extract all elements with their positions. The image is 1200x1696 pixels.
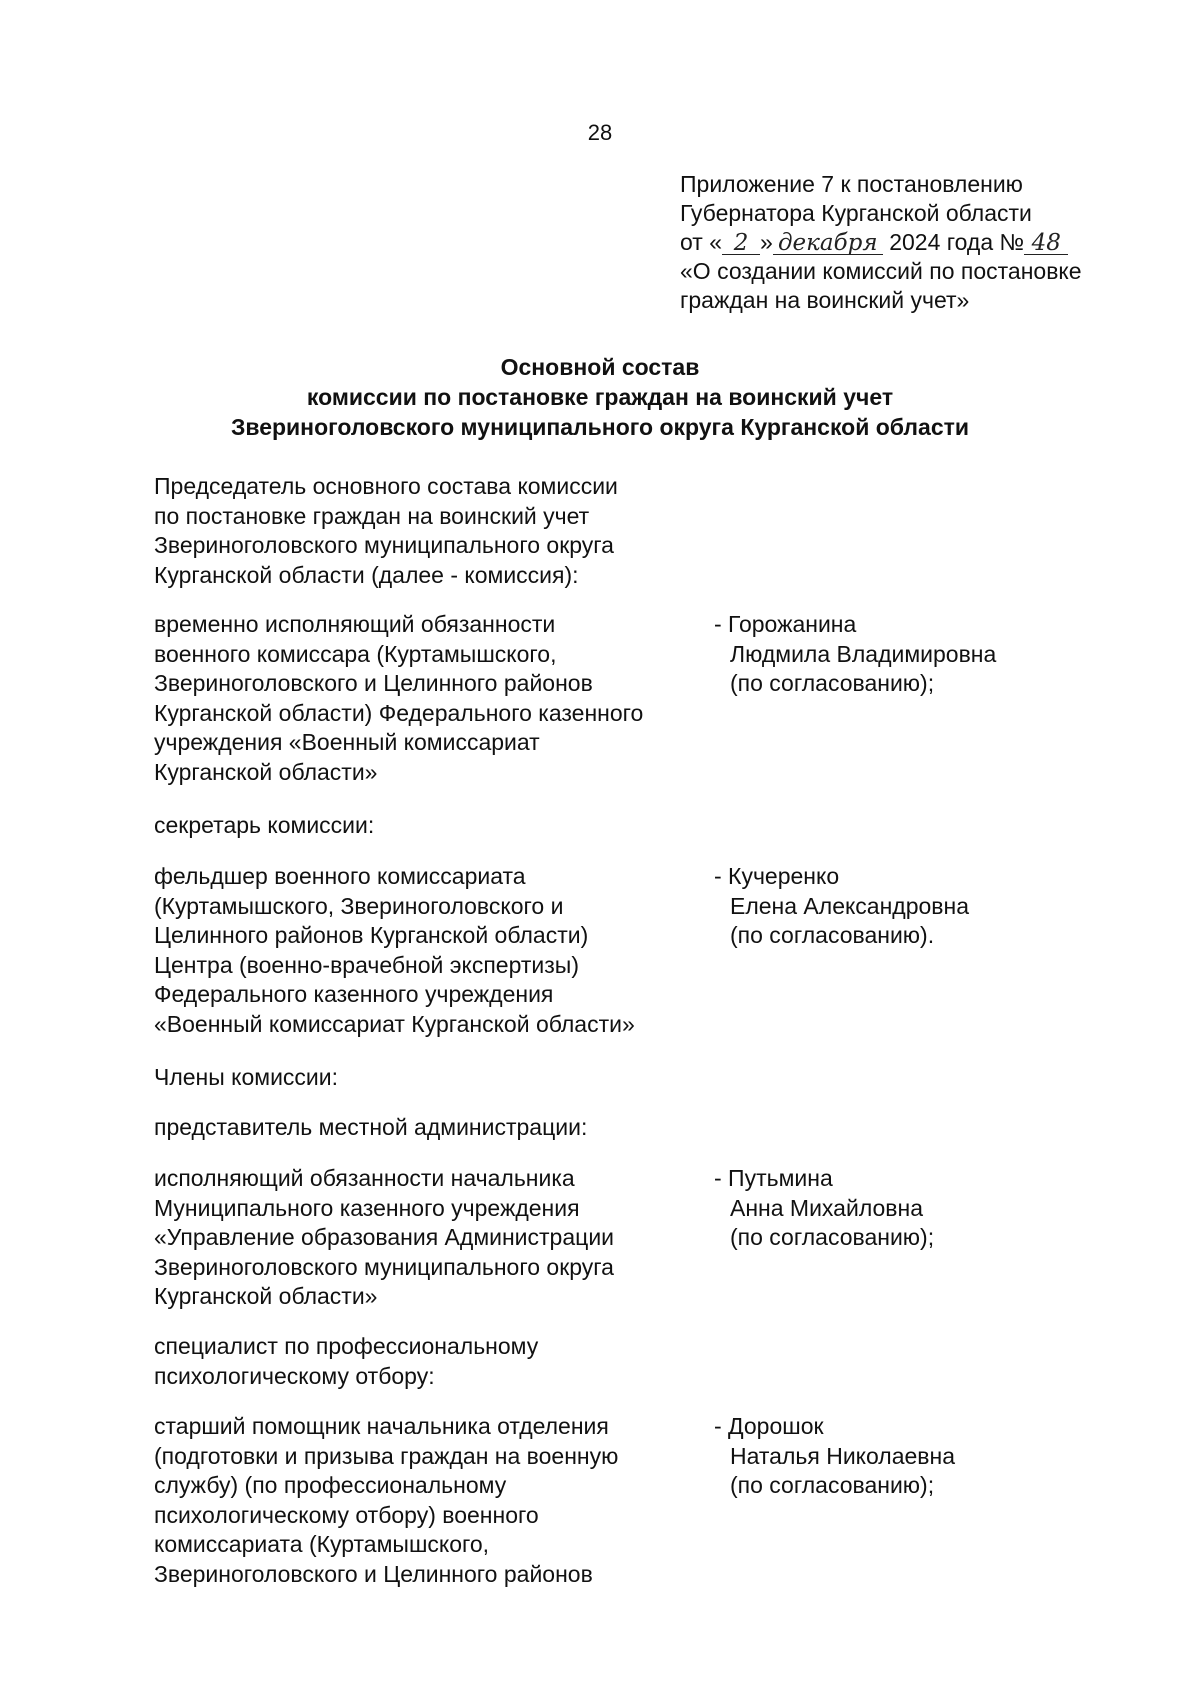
title-line-3: Звериноголовского муниципального округа Курганской области: [230, 414, 970, 440]
date-mid: »: [760, 229, 773, 255]
text-line: Курганской области) Федерального казенного: [154, 699, 644, 726]
appendix-line-1: Приложение 7 к постановлению: [680, 171, 1023, 197]
name-line: Людмила Владимировна: [730, 640, 997, 667]
text-line: «Управление образования Администрации: [154, 1224, 615, 1250]
name-line: - Кучеренко: [714, 863, 840, 889]
handwritten-day: 2: [722, 232, 760, 255]
text-line: комиссариата (Куртамышского,: [154, 1531, 490, 1557]
member-name: [714, 1412, 1134, 1501]
text-line: психологическому отбору) военного: [154, 1501, 539, 1528]
text-line: Центра (военно-врачебной экспертизы): [154, 951, 579, 978]
text-line: временно исполняющий обязанности: [154, 611, 556, 637]
text-line: службу) (по профессиональному: [154, 1472, 507, 1498]
text-line: (подготовки и призыва граждан на военную: [154, 1442, 619, 1469]
text-line: Звериноголовского муниципального округа: [154, 1253, 614, 1280]
text-line: Звериноголовского муниципального округа: [154, 532, 614, 558]
text-line: Курганской области (далее - комиссия):: [154, 561, 579, 588]
text-line: Председатель основного состава комиссии: [154, 473, 618, 499]
name-line: (по согласованию).: [730, 922, 935, 948]
text-line: фельдшер военного комиссариата: [154, 863, 526, 889]
text-line: Федерального казенного учреждения: [154, 981, 554, 1007]
text-line: «Военный комиссариат Курганской области»: [154, 1010, 635, 1037]
appendix-line-4: «О создании комиссий по постановке: [680, 258, 1082, 284]
text-line: Курганской области»: [154, 1283, 378, 1309]
text-line: по постановке граждан на воинский учет: [154, 502, 590, 529]
name-line: (по согласованию);: [730, 670, 935, 696]
name-line: (по согласованию);: [730, 1472, 935, 1498]
text-line: Целинного районов Курганской области): [154, 922, 589, 948]
psych-selection-heading-text: [154, 1332, 714, 1391]
appendix-line-2: Губернатора Курганской области: [680, 200, 1032, 226]
appendix-block: [680, 170, 1180, 315]
name-line: - Дорошок: [714, 1413, 824, 1439]
text-line: учреждения «Военный комиссариат: [154, 729, 540, 755]
secretary-heading-text: секретарь комиссии:: [154, 812, 375, 838]
text-line: психологическому отбору:: [154, 1362, 435, 1389]
date-prefix: от «: [680, 229, 723, 255]
page-number: 28: [587, 120, 613, 145]
text-line: исполняющий обязанности начальника: [154, 1165, 575, 1191]
name-line: - Горожанина: [714, 611, 857, 637]
text-line: военного комиссара (Куртамышского,: [154, 640, 557, 667]
date-year: 2024 года №: [889, 229, 1025, 255]
member-name: [714, 610, 1134, 699]
handwritten-number: 48: [1024, 232, 1068, 255]
text-line: Муниципального казенного учреждения: [154, 1194, 580, 1221]
title-line-1: Основной состав: [500, 354, 700, 380]
chairman-heading-text: [154, 472, 714, 590]
member-position: [154, 862, 714, 1039]
title-line-2: комиссии по постановке граждан на воинский учет: [306, 384, 894, 410]
member-position: [154, 1412, 714, 1589]
name-line: Наталья Николаевна: [730, 1442, 955, 1469]
name-line: Елена Александровна: [730, 892, 970, 919]
appendix-line-5: граждан на воинский учет»: [680, 287, 970, 313]
text-line: старший помощник начальника отделения: [154, 1413, 609, 1439]
text-line: (Куртамышского, Звериноголовского и: [154, 892, 564, 919]
text-line: Звериноголовского и Целинного районов: [154, 670, 593, 696]
member-name: [714, 1164, 1134, 1253]
member-position: [154, 1164, 714, 1312]
handwritten-month: декабря: [773, 232, 883, 255]
name-line: Анна Михайловна: [730, 1194, 923, 1221]
document-title: [0, 352, 1200, 442]
member-name: [714, 862, 1134, 951]
text-line: специалист по профессиональному: [154, 1333, 539, 1359]
text-line: Курганской области»: [154, 758, 378, 785]
name-line: - Путьмина: [714, 1165, 833, 1191]
member-position: [154, 610, 714, 787]
name-line: (по согласованию);: [730, 1224, 935, 1250]
text-line: Звериноголовского и Целинного районов: [154, 1560, 593, 1587]
appendix-line-3: [680, 228, 1180, 257]
members-heading-text: Члены комиссии:: [154, 1064, 339, 1090]
local-admin-heading-text: представитель местной администрации:: [154, 1114, 588, 1140]
